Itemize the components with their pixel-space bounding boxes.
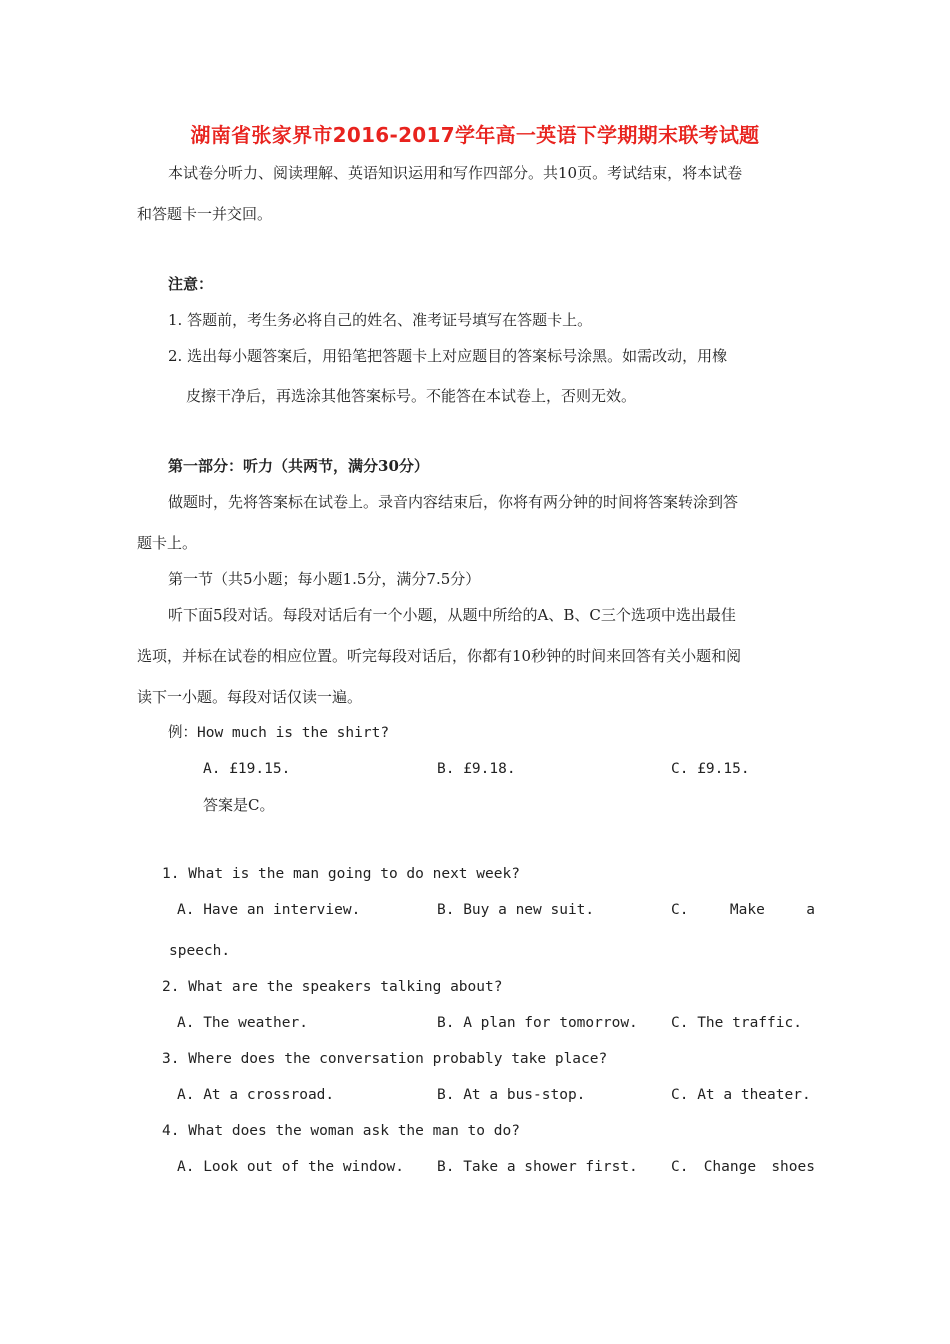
question-1-option-b: B. Buy a new suit. [437, 902, 595, 918]
question-1-option-c [671, 900, 815, 920]
question-4-option-c-word: Change [703, 1159, 757, 1175]
section1-heading: 第一节（共5小题；每小题1.5分，满分7.5分） [168, 570, 481, 588]
question-2-option-b: B. A plan for tomorrow. [437, 1015, 638, 1031]
question-4-option-c-word: C. [671, 1159, 689, 1175]
question-4-option-b: B. Take a shower first. [437, 1159, 638, 1175]
example-answer: 答案是C。 [203, 796, 275, 814]
intro-line-2: 和答题卡一并交回。 [137, 205, 273, 223]
question-2-option-c: C. The traffic. [671, 1015, 802, 1031]
example-question: 例：How much is the shirt? [168, 725, 390, 741]
notice-heading: 注意： [168, 275, 214, 293]
question-3: 3. Where does the conversation probably take place? [162, 1051, 608, 1067]
question-1-option-c-word: C. [671, 902, 689, 918]
question-1: 1. What is the man going to do next week? [162, 866, 520, 882]
question-4-option-c [671, 1157, 815, 1177]
notice-item-2-line-1: 2. 选出每小题答案后，用铅笔把答题卡上对应题目的答案标号涂黑。如需改动，用橡 [168, 347, 728, 365]
question-3-option-b: B. At a bus-stop. [437, 1087, 586, 1103]
example-option-b: B. £9.18. [437, 761, 516, 777]
intro-line-1: 本试卷分听力、阅读理解、英语知识运用和写作四部分。共10页。考试结束，将本试卷 [168, 164, 743, 182]
example-option-a: A. £19.15. [203, 761, 291, 777]
question-3-option-c: C. At a theater. [671, 1087, 811, 1103]
question-3-option-a: A. At a crossroad. [177, 1087, 335, 1103]
question-2: 2. What are the speakers talking about? [162, 979, 503, 995]
section1-instr-line-3: 读下一小题。每段对话仅读一遍。 [137, 688, 363, 706]
part1-desc-line-2: 题卡上。 [137, 534, 198, 552]
part1-desc-line-1: 做题时，先将答案标在试卷上。录音内容结束后，你将有两分钟的时间将答案转涂到答 [168, 493, 739, 511]
section1-instr-line-2: 选项，并标在试卷的相应位置。听完每段对话后，你都有10秒钟的时间来回答有关小题和阅 [137, 647, 742, 665]
part1-heading: 第一部分：听力（共两节，满分30分） [168, 457, 429, 475]
question-4: 4. What does the woman ask the man to do? [162, 1123, 520, 1139]
question-1-option-c-word: Make [729, 902, 765, 918]
notice-item-2-line-2: 皮擦干净后，再选涂其他答案标号。不能答在本试卷上，否则无效。 [186, 387, 637, 405]
question-1-option-c-word: a [806, 902, 815, 918]
example-option-c: C. £9.15. [671, 761, 750, 777]
notice-item-1: 1. 答题前，考生务必将自己的姓名、准考证号填写在答题卡上。 [168, 311, 593, 329]
section1-instr-line-1: 听下面5段对话。每段对话后有一个小题，从题中所给的A、B、C三个选项中选出最佳 [168, 606, 736, 624]
question-1-option-c-continued: speech. [169, 943, 231, 959]
question-2-option-a: A. The weather. [177, 1015, 308, 1031]
exam-title: 湖南省张家界市2016-2017学年高一英语下学期期末联考试题 [190, 123, 760, 147]
question-1-option-a: A. Have an interview. [177, 902, 361, 918]
question-4-option-c-word: shoes [771, 1159, 815, 1175]
question-4-option-a: A. Look out of the window. [177, 1159, 404, 1175]
